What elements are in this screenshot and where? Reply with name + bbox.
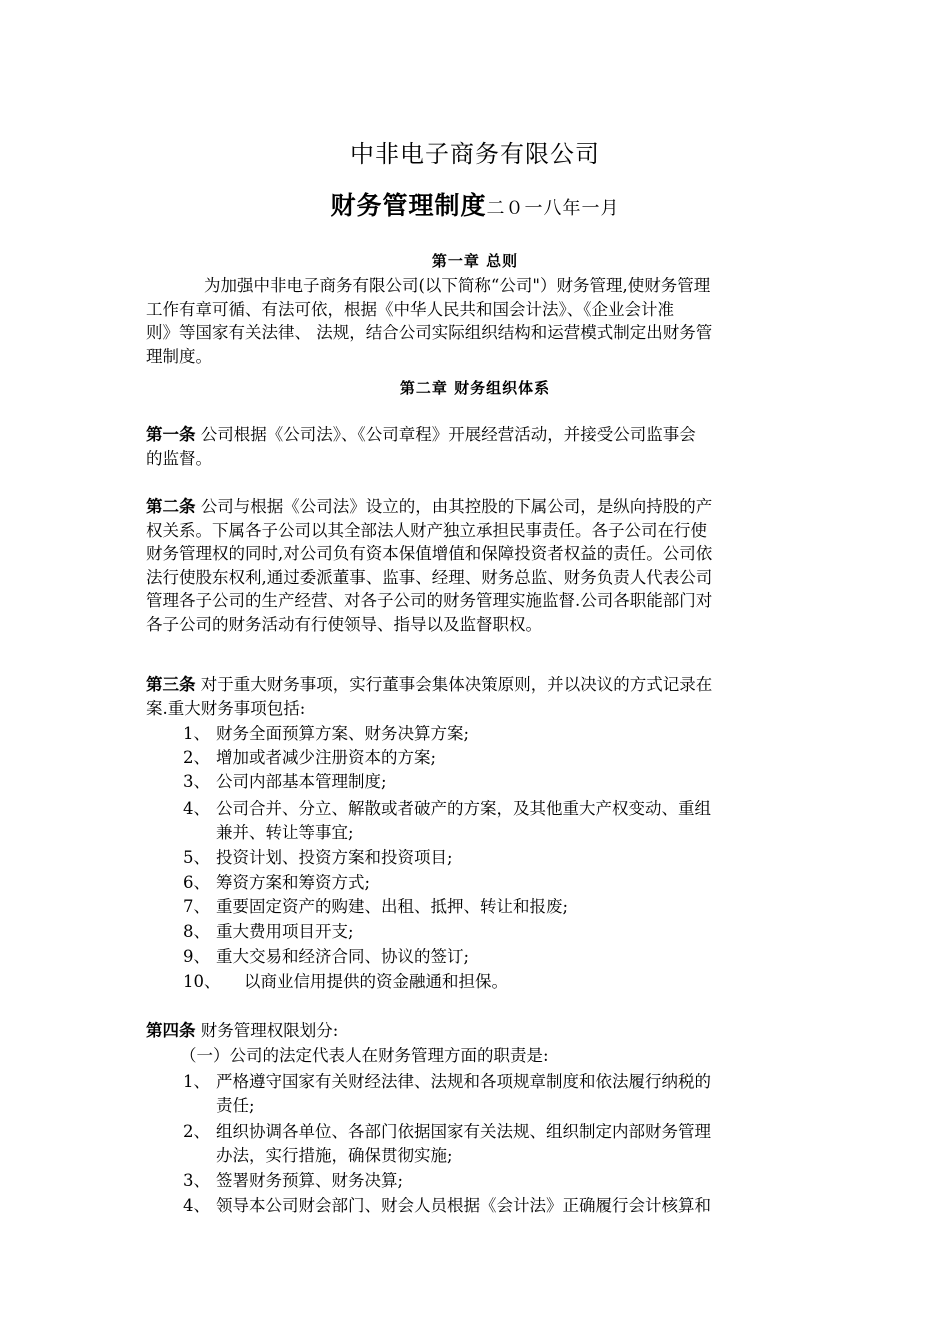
article3-item-text: 重要固定资产的购建、出租、抵押、转让和报废; bbox=[216, 897, 569, 916]
article3-item-text: 公司合并、分立、解散或者破产的方案，及其他重大产权变动、重组 bbox=[216, 799, 711, 818]
article3-label: 第三条 bbox=[146, 675, 196, 694]
chapter2-heading: 第二章 财务组织体系 bbox=[399, 379, 551, 397]
article3-item-number: 9、 bbox=[183, 947, 210, 966]
article3-item-text: 筹资方案和筹资方式; bbox=[216, 873, 371, 892]
article3-item-number: 1、 bbox=[183, 724, 210, 743]
article4-item-text: 领导本公司财会部门、财会人员根据《会计法》正确履行会计核算和 bbox=[216, 1196, 711, 1215]
article4-item-number: 1、 bbox=[183, 1072, 210, 1091]
article2-line: 权关系。下属各子公司以其全部法人财产独立承担民事责任。各子公司在行使 bbox=[146, 520, 707, 540]
article2-line: 法行使股东权利,通过委派董事、监事、经理、财务总监、财务负责人代表公司 bbox=[146, 567, 713, 587]
article2 bbox=[146, 495, 808, 636]
article3-item-text: 财务全面预算方案、财务决算方案; bbox=[216, 724, 470, 743]
chapter1-line: 则》等国家有关法律、 法规，结合公司实际组织结构和运营模式制定出财务管 bbox=[146, 323, 713, 342]
article4-item-text: 签署财务预算、财务决算; bbox=[216, 1171, 404, 1190]
chapter1-line: 理制度。 bbox=[146, 346, 212, 366]
article4-item-number: 2、 bbox=[183, 1122, 210, 1141]
article3-item-continuation: 兼并、转让等事宜; bbox=[216, 823, 354, 842]
article3-line: 对于重大财务事项，实行董事会集体决策原则，并以决议的方式记录在 bbox=[195, 675, 713, 694]
article3-line: 案.重大财务事项包括: bbox=[146, 698, 306, 718]
article3 bbox=[146, 673, 808, 720]
article1-line: 公司根据《公司法》、《公司章程》开展经营活动，并接受公司监事会 bbox=[195, 425, 696, 444]
article3-item-number: 10、 bbox=[183, 972, 221, 991]
article4-sub-heading: （一）公司的法定代表人在财务管理方面的职责是: bbox=[180, 1046, 549, 1065]
article2-line: 管理各子公司的生产经营、对各子公司的财务管理实施监督.公司各职能部门对 bbox=[146, 591, 713, 610]
article3-item-number: 6、 bbox=[183, 873, 210, 892]
article3-item-number: 4、 bbox=[183, 799, 210, 818]
article2-line: 各子公司的财务活动有行使领导、指导以及监督职权。 bbox=[146, 614, 542, 634]
article4-item-continuation: 办法，实行措施，确保贯彻实施; bbox=[216, 1146, 453, 1165]
article1-line: 的监督。 bbox=[146, 448, 212, 468]
article2-line: 公司与根据《公司法》设立的，由其控股的下属公司，是纵向持股的产 bbox=[195, 497, 713, 516]
article3-item-number: 2、 bbox=[183, 748, 210, 767]
article3-item-text: 公司内部基本管理制度; bbox=[216, 772, 387, 791]
article3-item-number: 5、 bbox=[183, 848, 210, 867]
article3-item-text: 重大交易和经济合同、协议的签订; bbox=[216, 947, 470, 966]
article4-item-number: 4、 bbox=[183, 1196, 210, 1215]
article4-item-number: 3、 bbox=[183, 1171, 210, 1190]
article1-label: 第一条 bbox=[146, 425, 196, 444]
article4-line: 财务管理权限划分: bbox=[195, 1021, 339, 1040]
article4-label: 第四条 bbox=[146, 1021, 196, 1040]
chapter1-line: 为加强中非电子商务有限公司(以下简称“公司"）财务管理,使财务管理 bbox=[204, 276, 711, 295]
article3-item-text: 重大费用项目开支; bbox=[216, 922, 354, 941]
article3-item-text: 以商业信用提供的资金融通和担保。 bbox=[244, 972, 508, 991]
article3-item-text: 投资计划、投资方案和投资项目; bbox=[216, 848, 453, 867]
document-title-line bbox=[0, 186, 950, 222]
chapter1-heading: 第一章 总则 bbox=[431, 252, 519, 270]
company-name: 中非电子商务有限公司 bbox=[350, 140, 600, 168]
document-date: 二０一八年一月 bbox=[486, 198, 620, 219]
chapter1-paragraph bbox=[146, 274, 808, 368]
article3-item-number: 3、 bbox=[183, 772, 210, 791]
article4-item-text: 严格遵守国家有关财经法律、法规和各项规章制度和依法履行纳税的 bbox=[216, 1072, 711, 1091]
article3-item-number: 7、 bbox=[183, 897, 210, 916]
article4 bbox=[146, 1019, 808, 1043]
document-title: 财务管理制度 bbox=[330, 191, 487, 220]
article4-item-text: 组织协调各单位、各部门依据国家有关法规、组织制定内部财务管理 bbox=[216, 1122, 711, 1141]
article3-item-text: 增加或者减少注册资本的方案; bbox=[216, 748, 437, 767]
article3-item-number: 8、 bbox=[183, 922, 210, 941]
article2-label: 第二条 bbox=[146, 497, 196, 516]
article2-line: 财务管理权的同时,对公司负有资本保值增值和保障投资者权益的责任。公司依 bbox=[146, 544, 713, 563]
article4-item-continuation: 责任; bbox=[216, 1096, 255, 1115]
chapter1-line: 工作有章可循、有法可依，根据《中华人民共和国会计法》、《企业会计准 bbox=[146, 299, 674, 319]
article1 bbox=[146, 423, 808, 470]
